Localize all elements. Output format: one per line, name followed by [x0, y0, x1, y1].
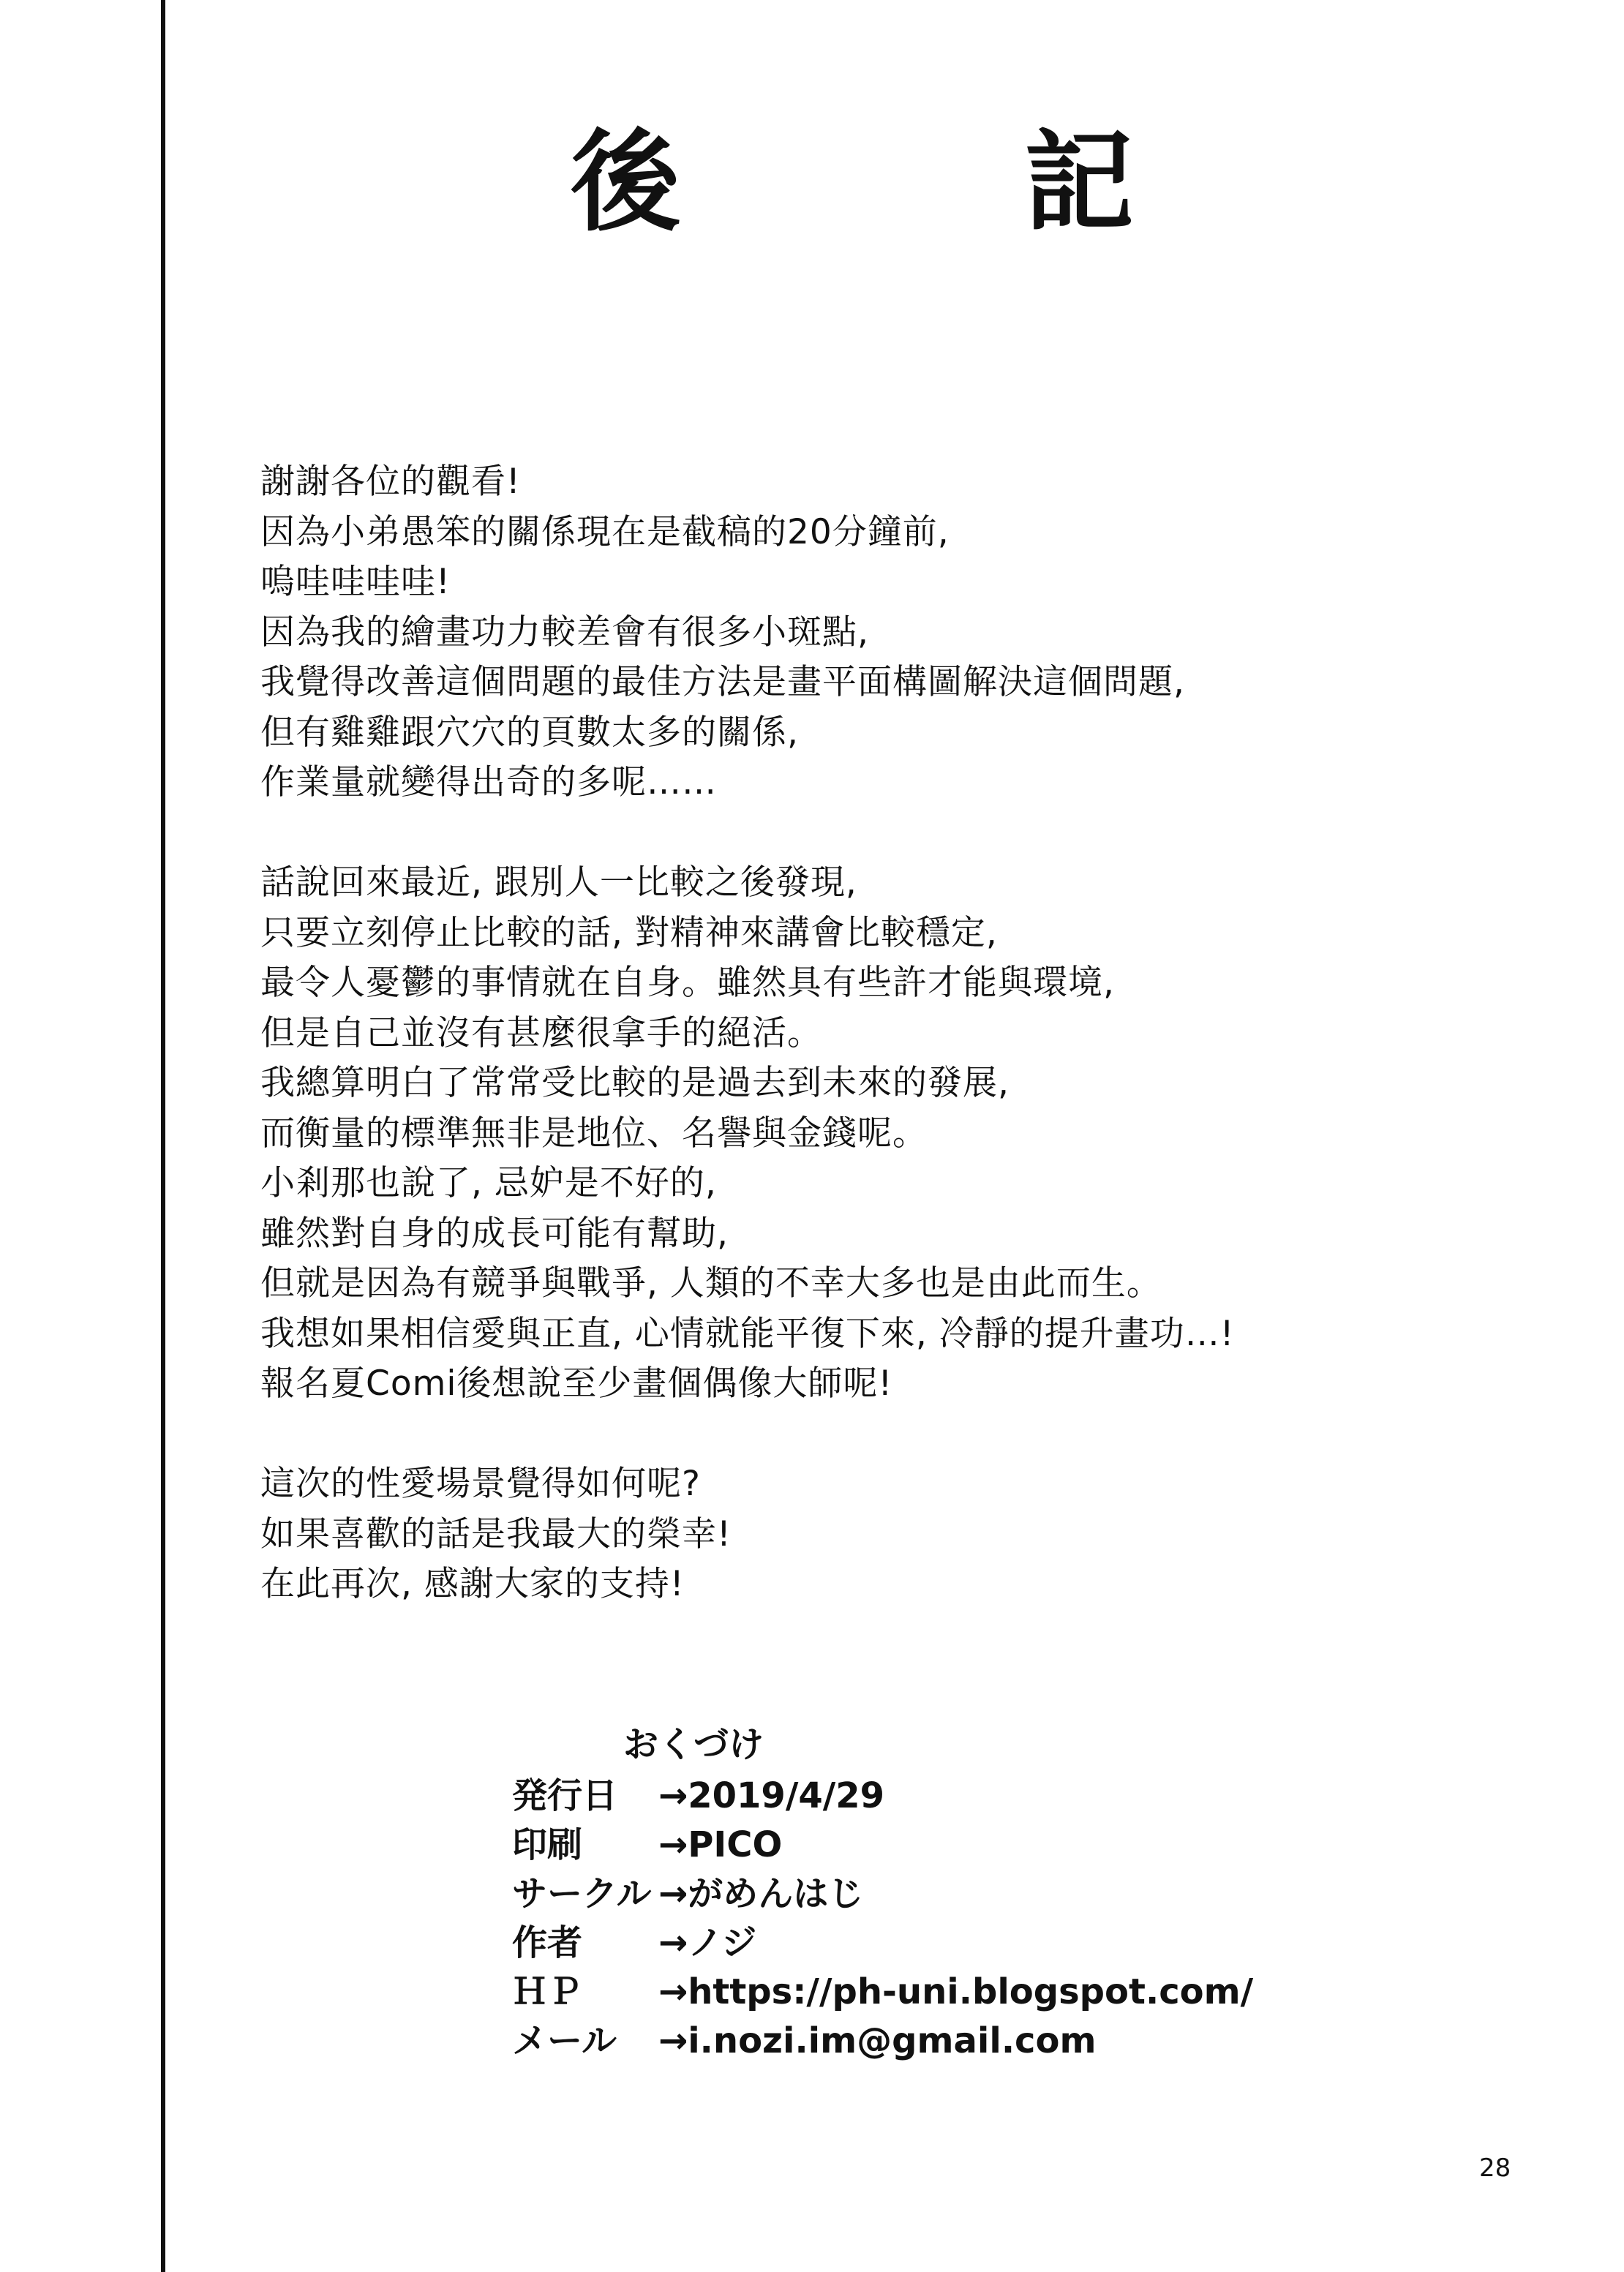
- text-line: 因為我的繪畫功力較差會有很多小斑點,: [260, 612, 869, 652]
- text-line: 但是自己並沒有甚麼很拿手的絕活。: [260, 1012, 822, 1053]
- colophon-value: →2019/4/29: [658, 1775, 885, 1816]
- paragraph-1: [260, 457, 1446, 808]
- text-line: 但就是因為有競爭與戰爭, 人類的不幸大多也是由此而生。: [260, 1263, 1162, 1304]
- paragraph-3: [260, 1459, 1446, 1610]
- text-line: 但有雞雞跟穴穴的頁數太多的關係,: [260, 712, 799, 753]
- text-line: 在此再次, 感謝大家的支持!: [260, 1564, 685, 1604]
- page-number: 28: [1479, 2153, 1511, 2183]
- text-line: 小剎那也說了, 忌妒是不好的,: [260, 1163, 717, 1203]
- colophon-title: おくづけ: [623, 1724, 764, 1765]
- text-line: 我想如果相信愛與正直, 心情就能平復下來, 冷靜的提升畫功…!: [260, 1313, 1235, 1354]
- text-line: 我總算明白了常常受比較的是過去到未來的發展,: [260, 1063, 1010, 1103]
- colophon-label: 発行日: [512, 1775, 618, 1816]
- colophon-value: →ノジ: [658, 1922, 757, 1963]
- afterword-body: [260, 457, 1446, 1660]
- text-line: 謝謝各位的觀看!: [260, 462, 521, 502]
- text-line: 這次的性愛場景覺得如何呢?: [260, 1464, 701, 1504]
- text-line: 作業量就變得出奇的多呢……: [260, 762, 717, 802]
- title-char-1: 後: [571, 119, 681, 247]
- paragraph-2: [260, 858, 1446, 1410]
- text-line: 只要立刻停止比較的話, 對精神來講會比較穩定,: [260, 912, 998, 953]
- text-line: 話說回來最近, 跟別人一比較之後發現,: [260, 862, 857, 903]
- text-line: 而衡量的標準無非是地位、名譽與金錢呢。: [260, 1113, 928, 1154]
- colophon-value: →PICO: [658, 1824, 783, 1865]
- colophon-label: 印刷: [512, 1824, 583, 1865]
- colophon-value: →i.nozi.im@gmail.com: [658, 2020, 1097, 2061]
- text-line: 我覺得改善這個問題的最佳方法是畫平面構圖解決這個問題,: [260, 662, 1185, 702]
- text-line: 嗚哇哇哇哇!: [260, 562, 451, 602]
- text-line: 因為小弟愚笨的關係現在是截稿的20分鐘前,: [260, 511, 950, 552]
- colophon-label: サークル: [512, 1873, 652, 1914]
- colophon-value: →がめんはじ: [658, 1873, 864, 1914]
- text-line: 雖然對自身的成長可能有幫助,: [260, 1213, 729, 1254]
- page-border-line: [161, 0, 165, 2272]
- colophon-label: ＨＰ: [512, 1971, 583, 2012]
- title-char-2: 記: [1024, 119, 1135, 247]
- text-line: 如果喜歡的話是我最大的榮幸!: [260, 1513, 732, 1554]
- text-line: 最令人憂鬱的事情就在自身。雖然具有些許才能與環境,: [260, 963, 1115, 1003]
- text-line: 報名夏Comi後想說至少畫個偶像大師呢!: [260, 1363, 893, 1404]
- colophon-value: →https://ph-uni.blogspot.com/: [658, 1971, 1254, 2012]
- colophon-label: 作者: [512, 1922, 583, 1963]
- colophon-label: メール: [512, 2020, 617, 2061]
- page-title: [0, 121, 1624, 245]
